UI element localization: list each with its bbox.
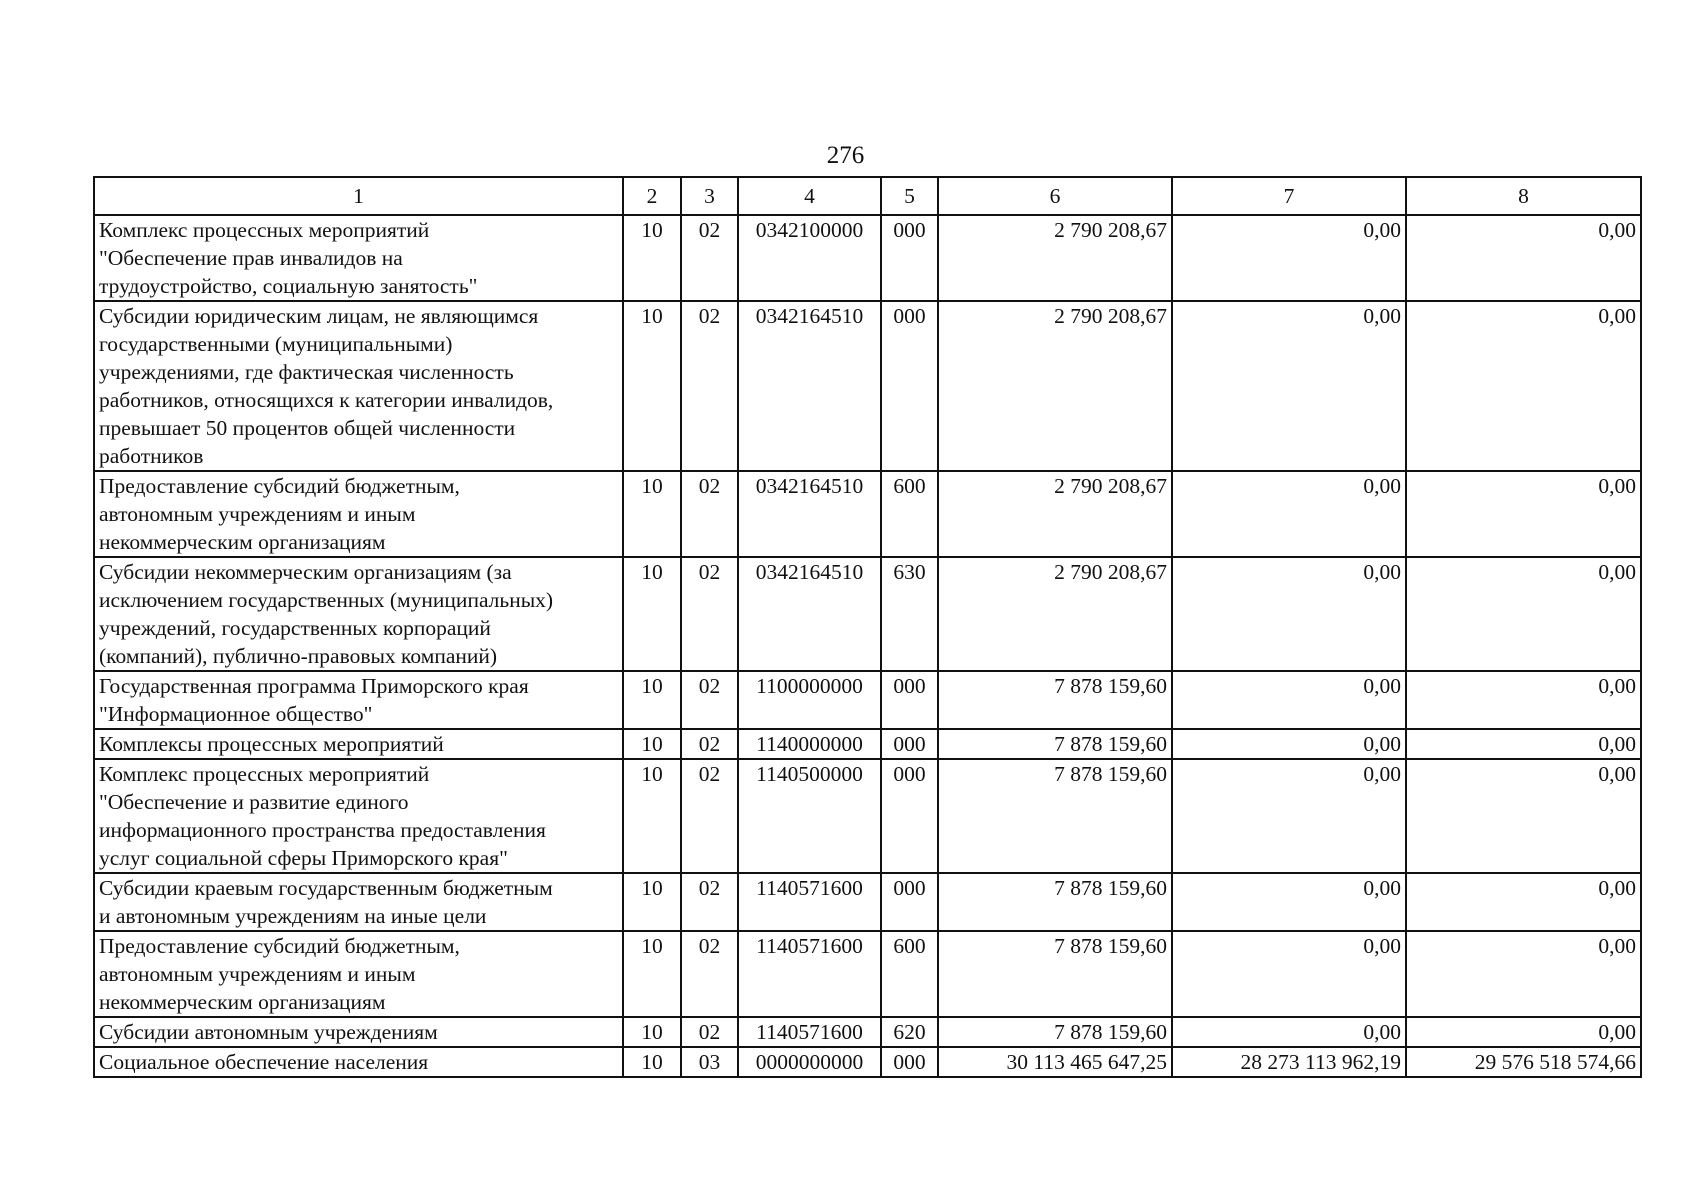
row-amount-col7-cell: 0,00 [1172,729,1406,759]
column-header: 4 [738,177,881,215]
page-number: 276 [826,142,865,169]
table-row [94,759,1641,873]
row-target-code-cell: 1140571600 [738,931,881,1017]
row-name-cell: Государственная программа Приморского края "Информационное общество" [94,671,623,729]
row-section-cell: 10 [623,931,681,1017]
row-subsection-cell: 02 [681,759,738,873]
row-amount-col6-cell: 7 878 159,60 [938,1017,1172,1047]
row-name-cell: Комплексы процессных мероприятий [94,729,623,759]
row-amount-col6-cell: 2 790 208,67 [938,471,1172,557]
row-section-cell: 10 [623,1047,681,1077]
row-section-cell: 10 [623,671,681,729]
row-amount-col8-cell: 0,00 [1406,931,1641,1017]
row-amount-col7-cell: 0,00 [1172,873,1406,931]
column-header: 7 [1172,177,1406,215]
budget-table [93,176,1642,1078]
row-amount-col8-cell: 0,00 [1406,215,1641,301]
row-amount-col8-cell: 0,00 [1406,671,1641,729]
row-amount-col8-cell: 0,00 [1406,471,1641,557]
row-expense-type-cell: 620 [881,1017,938,1047]
row-target-code-cell: 0000000000 [738,1047,881,1077]
row-subsection-cell: 02 [681,671,738,729]
row-name-cell: Субсидии некоммерческим организациям (за исключением государственных (муниципальных) учреждений, государственных корпораций (компаний), публично-правовых компаний) [94,557,623,671]
row-amount-col8-cell: 0,00 [1406,301,1641,471]
row-amount-col8-cell: 0,00 [1406,759,1641,873]
row-subsection-cell: 02 [681,931,738,1017]
row-name-cell: Комплекс процессных мероприятий "Обеспечение прав инвалидов на трудоустройство, социальную занятость" [94,215,623,301]
row-subsection-cell: 02 [681,1017,738,1047]
row-amount-col6-cell: 2 790 208,67 [938,215,1172,301]
row-subsection-cell: 02 [681,557,738,671]
row-name-cell: Субсидии юридическим лицам, не являющимся государственными (муниципальными) учреждениями, где фактическая численность работников, относящихся к категории инвалидов, превышает 50 процентов общей численности работников [94,301,623,471]
row-amount-col7-cell: 0,00 [1172,1017,1406,1047]
row-expense-type-cell: 000 [881,301,938,471]
table-row [94,1047,1641,1077]
row-target-code-cell: 1140571600 [738,1017,881,1047]
table-row [94,729,1641,759]
row-amount-col8-cell: 0,00 [1406,1017,1641,1047]
column-header: 2 [623,177,681,215]
row-name-cell: Социальное обеспечение населения [94,1047,623,1077]
table-row [94,557,1641,671]
row-expense-type-cell: 630 [881,557,938,671]
row-subsection-cell: 02 [681,471,738,557]
row-expense-type-cell: 000 [881,671,938,729]
row-target-code-cell: 0342164510 [738,471,881,557]
column-header: 8 [1406,177,1641,215]
row-amount-col6-cell: 2 790 208,67 [938,301,1172,471]
row-name-cell: Комплекс процессных мероприятий "Обеспечение и развитие единого информационного пространства предоставления услуг социальной сферы Приморского края" [94,759,623,873]
row-target-code-cell: 1140571600 [738,873,881,931]
row-amount-col8-cell: 0,00 [1406,557,1641,671]
row-amount-col7-cell: 0,00 [1172,931,1406,1017]
row-subsection-cell: 02 [681,729,738,759]
row-section-cell: 10 [623,557,681,671]
row-target-code-cell: 0342100000 [738,215,881,301]
row-target-code-cell: 0342164510 [738,557,881,671]
table-row [94,873,1641,931]
row-amount-col8-cell: 0,00 [1406,729,1641,759]
table-body [94,215,1641,1077]
column-header: 3 [681,177,738,215]
column-header: 6 [938,177,1172,215]
row-amount-col6-cell: 30 113 465 647,25 [938,1047,1172,1077]
row-target-code-cell: 0342164510 [738,301,881,471]
row-expense-type-cell: 000 [881,759,938,873]
row-expense-type-cell: 000 [881,873,938,931]
table-row [94,301,1641,471]
table-row [94,1017,1641,1047]
row-amount-col7-cell: 28 273 113 962,19 [1172,1047,1406,1077]
row-section-cell: 10 [623,873,681,931]
table-row [94,671,1641,729]
row-expense-type-cell: 000 [881,1047,938,1077]
column-header: 1 [94,177,623,215]
row-amount-col8-cell: 29 576 518 574,66 [1406,1047,1641,1077]
row-amount-col6-cell: 7 878 159,60 [938,873,1172,931]
row-section-cell: 10 [623,729,681,759]
row-subsection-cell: 02 [681,301,738,471]
row-expense-type-cell: 600 [881,471,938,557]
row-target-code-cell: 1100000000 [738,671,881,729]
row-amount-col6-cell: 7 878 159,60 [938,931,1172,1017]
row-section-cell: 10 [623,471,681,557]
row-section-cell: 10 [623,301,681,471]
row-name-cell: Субсидии автономным учреждениям [94,1017,623,1047]
row-expense-type-cell: 600 [881,931,938,1017]
row-name-cell: Субсидии краевым государственным бюджетным и автономным учреждениям на иные цели [94,873,623,931]
row-target-code-cell: 1140500000 [738,759,881,873]
row-expense-type-cell: 000 [881,215,938,301]
row-name-cell: Предоставление субсидий бюджетным, автономным учреждениям и иным некоммерческим организациям [94,931,623,1017]
row-name-cell: Предоставление субсидий бюджетным, автономным учреждениям и иным некоммерческим организациям [94,471,623,557]
row-amount-col7-cell: 0,00 [1172,301,1406,471]
row-subsection-cell: 02 [681,215,738,301]
row-section-cell: 10 [623,1017,681,1047]
row-amount-col6-cell: 7 878 159,60 [938,759,1172,873]
row-amount-col7-cell: 0,00 [1172,215,1406,301]
row-amount-col7-cell: 0,00 [1172,759,1406,873]
row-amount-col8-cell: 0,00 [1406,873,1641,931]
row-section-cell: 10 [623,759,681,873]
column-header: 5 [881,177,938,215]
row-target-code-cell: 1140000000 [738,729,881,759]
header-row [94,177,1641,215]
table-row [94,215,1641,301]
row-amount-col6-cell: 2 790 208,67 [938,557,1172,671]
row-amount-col7-cell: 0,00 [1172,557,1406,671]
table-row [94,931,1641,1017]
row-amount-col6-cell: 7 878 159,60 [938,729,1172,759]
row-expense-type-cell: 000 [881,729,938,759]
row-amount-col6-cell: 7 878 159,60 [938,671,1172,729]
row-amount-col7-cell: 0,00 [1172,471,1406,557]
table-row [94,471,1641,557]
row-amount-col7-cell: 0,00 [1172,671,1406,729]
row-subsection-cell: 03 [681,1047,738,1077]
row-subsection-cell: 02 [681,873,738,931]
row-section-cell: 10 [623,215,681,301]
